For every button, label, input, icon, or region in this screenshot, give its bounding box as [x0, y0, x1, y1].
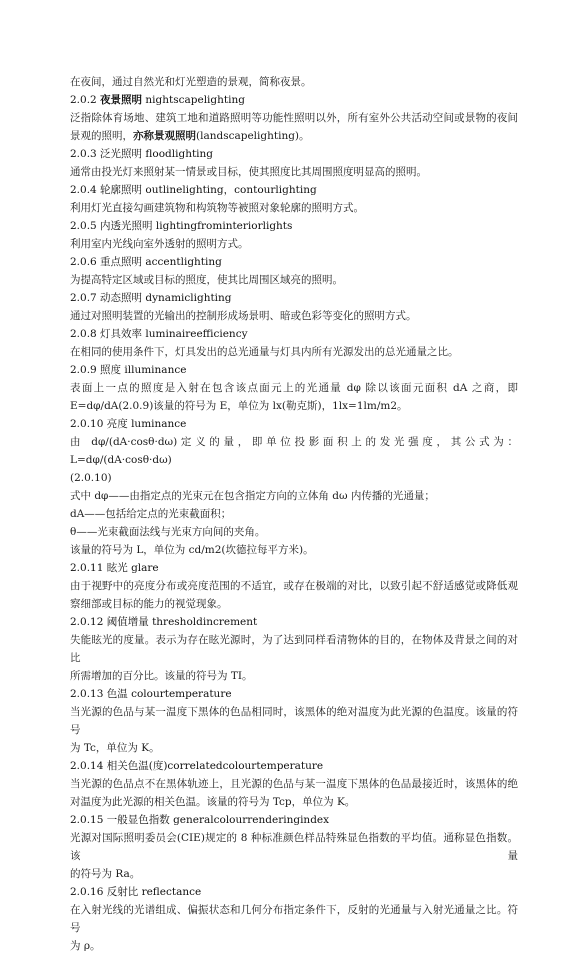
- text-line: 为提高特定区域或目标的照度，使其比周围区域亮的照明。: [70, 274, 343, 286]
- text-line: 通常由投光灯来照射某一情景或目标，使其照度比其周围照度明显高的照明。: [70, 166, 427, 178]
- section-heading: 2.0.12 阈值增量 thresholdincrement: [70, 616, 258, 628]
- text-line: dA——包括给定点的光束截面积；: [70, 508, 232, 520]
- text-line: θ——光束截面法线与光束方向间的夹角。: [70, 526, 266, 538]
- section-heading: 2.0.10 亮度 luminance: [70, 418, 187, 430]
- text-line: 式中 dφ——由指定点的光束元在包含指定方向的立体角 dω 内传播的光通量；: [70, 490, 435, 502]
- section-heading: 2.0.11 眩光 glare: [70, 562, 159, 574]
- section-heading: 2.0.5 内透光照明 lightingfrominteriorlights: [70, 220, 293, 232]
- text-line: 当光源的色品点不在黑体轨迹上，且光源的色品与某一温度下黑体的色品最接近时，该黑体的绝: [70, 778, 518, 790]
- text-line: 为 ρ。: [70, 940, 101, 952]
- text-line: 为 Tc，单位为 K。: [70, 742, 160, 754]
- text-line: 由 dφ/(dA·cosθ·dω)定义的量，即单位投影面积上的发光强度，其公式为：L=dφ/(dA·cosθ·dω): [70, 436, 518, 466]
- text-line: 光源对国际照明委员会(CIE)规定的 8 种标准颜色样品特殊显色指数的平均值。通称显色指数。该量: [70, 832, 518, 862]
- text-line: 在入射光线的光谱组成、偏振状态和几何分布指定条件下，反射的光通量与入射光通量之比。符号: [70, 904, 518, 934]
- text-line: 在夜间，通过自然光和灯光塑造的景观，简称夜景。: [70, 76, 312, 88]
- text-line: 利用灯光直接勾画建筑物和构筑物等被照对象轮廓的照明方式。: [70, 202, 364, 214]
- section-heading: 2.0.7 动态照明 dynamiclighting: [70, 292, 232, 304]
- text-line: 对温度为此光源的相关色温。该量的符号为 Tcp，单位为 K。: [70, 796, 356, 808]
- text-segment: nightscapelighting: [142, 94, 245, 106]
- text-segment: (landscapelighting)。: [196, 130, 310, 142]
- section-heading: 2.0.6 重点照明 accentlighting: [70, 256, 222, 268]
- section-heading: 2.0.16 反射比 reflectance: [70, 886, 202, 898]
- text-line: 在相同的使用条件下，灯具发出的总光通量与灯具内所有光源发出的总光通量之比。: [70, 346, 459, 358]
- section-heading: 2.0.13 色温 colourtemperature: [70, 688, 232, 700]
- section-heading: 2.0.3 泛光照明 floodlighting: [70, 148, 214, 160]
- section-heading: 2.0.14 相关色温(度)correlatedcolourtemperature: [70, 760, 324, 772]
- text-segment: 景观的照明，: [70, 130, 133, 142]
- text-line: 利用室内光线向室外透射的照明方式。: [70, 238, 249, 250]
- section-heading: [70, 91, 518, 109]
- text-line: 察细部或目标的能力的视觉现象。: [70, 598, 228, 610]
- text-segment: 2.0.2: [70, 94, 101, 106]
- document-page: [70, 73, 518, 955]
- bold-term: 夜景照明: [100, 94, 143, 106]
- text-line: 由于视野中的亮度分布或亮度范围的不适宜，或存在极端的对比，以致引起不舒适感觉或降低观: [70, 580, 518, 592]
- text-line: 当光源的色品与某一温度下黑体的色品相同时，该黑体的绝对温度为此光源的色温度。该量的符号: [70, 706, 518, 736]
- text-line: [70, 127, 518, 145]
- text-line: 该量的符号为 L，单位为 cd/m2(坎德拉每平方米)。: [70, 544, 314, 556]
- section-heading: 2.0.8 灯具效率 luminaireefficiency: [70, 328, 248, 340]
- text-line: 通过对照明装置的光输出的控制形成场景明、暗或色彩等变化的照明方式。: [70, 310, 417, 322]
- text-line: 所需增加的百分比。该量的符号为 TI。: [70, 670, 253, 682]
- text-line: 表面上一点的照度是入射在包含该点面元上的光通量 dφ 除以该面元面积 dA 之商，即: [70, 382, 518, 394]
- text-line: 泛指除体育场地、建筑工地和道路照明等功能性照明以外，所有室外公共活动空间或景物的夜间: [70, 112, 518, 124]
- section-heading: 2.0.4 轮廓照明 outlinelighting，contourlighting: [70, 184, 317, 196]
- text-line: 的符号为 Ra。: [70, 868, 141, 880]
- text-line: (2.0.10): [70, 472, 112, 484]
- text-line: E=dφ/dA(2.0.9)该量的符号为 E，单位为 lx(勒克斯)，1lx=1lm/m2。: [70, 400, 408, 412]
- text-line: 失能眩光的度量。表示为存在眩光源时，为了达到同样看清物体的目的，在物体及背景之间的对比: [70, 634, 518, 664]
- section-heading: 2.0.15 一般显色指数 generalcolourrenderingindex: [70, 814, 330, 826]
- section-heading: 2.0.9 照度 illuminance: [70, 364, 187, 376]
- bold-term: 亦称景观照明: [133, 130, 196, 142]
